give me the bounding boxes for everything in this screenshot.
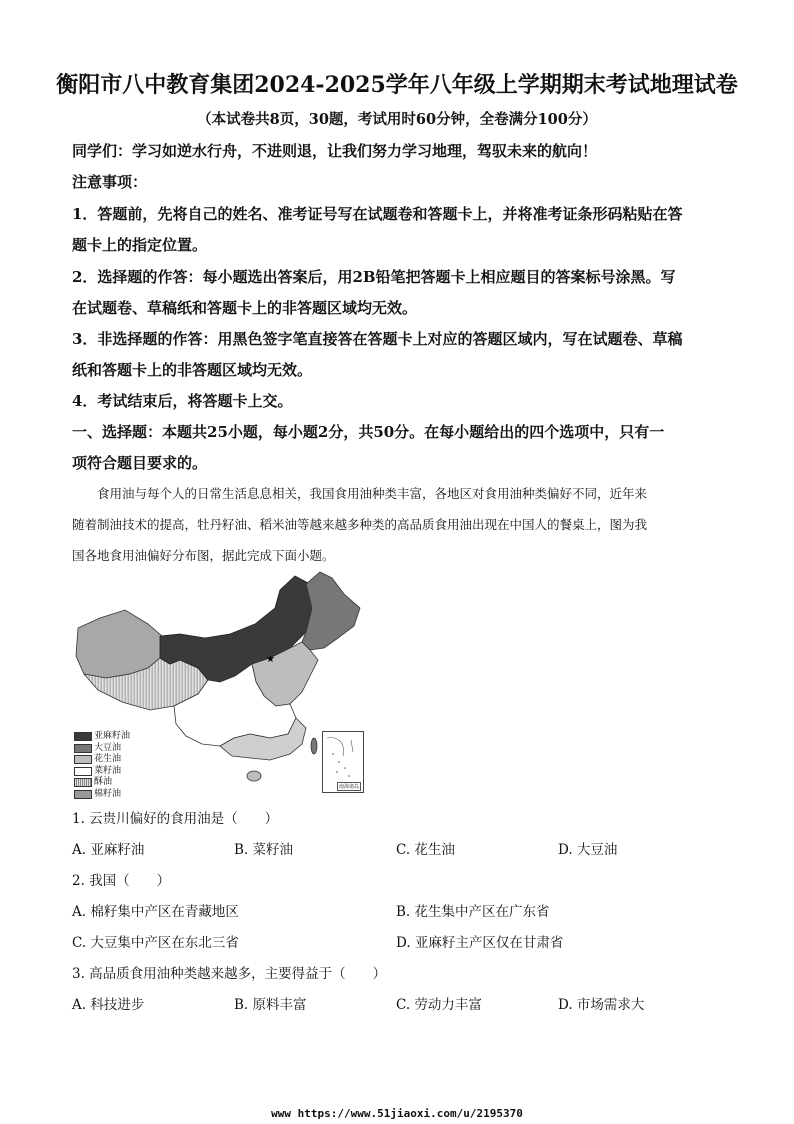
passage-line: 食用油与每个人的日常生活息息相关，我国食用油种类丰富，各地区对食用油种类偏好不同，近年来 bbox=[72, 486, 648, 501]
legend-swatch bbox=[74, 744, 92, 753]
question-2-option-a[interactable]: A. 棉籽集中产区在青藏地区 bbox=[72, 904, 239, 920]
notice-line: 4．考试结束后，将答题卡上交。 bbox=[72, 392, 293, 410]
question-3-option-a[interactable]: A. 科技进步 bbox=[72, 997, 145, 1013]
region-taiwan bbox=[311, 738, 317, 754]
legend-label: 花生油 bbox=[94, 754, 122, 765]
legend-label: 酥油 bbox=[94, 777, 113, 788]
legend-item bbox=[74, 743, 130, 755]
question-3-stem: 3. 高品质食用油种类越来越多，主要得益于（ ） bbox=[72, 966, 387, 982]
legend-item bbox=[74, 754, 130, 766]
page-subtitle: （本试卷共8页，30题，考试用时60分钟，全卷满分100分） bbox=[197, 111, 597, 128]
question-1-stem: 1. 云贵川偏好的食用油是（ ） bbox=[72, 811, 279, 827]
inset-label: 南海诸岛 bbox=[338, 784, 359, 790]
footer-url: www https://www.51jiaoxi.com/u/2195370 bbox=[271, 1107, 523, 1120]
section-heading-cont: 项符合题目要求的。 bbox=[72, 454, 208, 472]
legend-label: 棉籽油 bbox=[94, 788, 122, 799]
legend-item bbox=[74, 777, 130, 789]
question-1-option-b[interactable]: B. 菜籽油 bbox=[234, 842, 294, 858]
notice-line: 3．非选择题的作答：用黑色签字笔直接答在答题卡上对应的答题区域内，写在试题卷、草稿 bbox=[72, 330, 683, 348]
south-china-sea-inset bbox=[322, 731, 364, 793]
notice-line: 题卡上的指定位置。 bbox=[72, 236, 208, 254]
notice-heading: 注意事项： bbox=[72, 173, 148, 191]
question-2-option-d[interactable]: D. 亚麻籽主产区仅在甘肃省 bbox=[396, 935, 564, 951]
region-hainan bbox=[247, 771, 261, 781]
legend-item bbox=[74, 731, 130, 743]
legend-label: 亚麻籽油 bbox=[94, 731, 131, 742]
page-title: 衡阳市八中教育集团2024-2025学年八年级上学期期末考试地理试卷 bbox=[56, 72, 738, 98]
question-2-option-b[interactable]: B. 花生集中产区在广东省 bbox=[396, 904, 550, 920]
question-1-option-d[interactable]: D. 大豆油 bbox=[558, 842, 618, 858]
greeting: 同学们：学习如逆水行舟，不进则退，让我们努力学习地理，驾驭未来的航向！ bbox=[72, 142, 598, 160]
question-3-option-c[interactable]: C. 劳动力丰富 bbox=[396, 997, 482, 1013]
legend-swatch bbox=[74, 732, 92, 741]
notice-line: 纸和答题卡上的非答题区域均无效。 bbox=[72, 361, 313, 379]
map-legend bbox=[74, 731, 130, 800]
legend-item bbox=[74, 789, 130, 801]
section-heading: 一、选择题：本题共25小题，每小题2分，共50分。在每小题给出的四个选项中，只有一 bbox=[72, 423, 665, 441]
passage-line: 随着制油技术的提高，牡丹籽油、稻米油等越来越多种类的高品质食用油出现在中国人的餐桌上，图为我 bbox=[72, 517, 648, 532]
question-2-option-c[interactable]: C. 大豆集中产区在东北三省 bbox=[72, 935, 239, 951]
legend-label: 大豆油 bbox=[94, 742, 122, 753]
legend-label: 菜籽油 bbox=[94, 765, 122, 776]
notice-line: 在试题卷、草稿纸和答题卡上的非答题区域均无效。 bbox=[72, 299, 418, 317]
question-2-stem: 2. 我国（ ） bbox=[72, 873, 171, 889]
question-3-option-b[interactable]: B. 原料丰富 bbox=[234, 997, 307, 1013]
legend-swatch bbox=[74, 790, 92, 799]
capital-star-icon: ★ bbox=[266, 654, 275, 665]
notice-line: 1．答题前，先将自己的姓名、准考证号写在试题卷和答题卡上，并将准考证条形码粘贴在答 bbox=[72, 205, 683, 223]
legend-swatch bbox=[74, 755, 92, 764]
passage-line: 国各地食用油偏好分布图，据此完成下面小题。 bbox=[72, 548, 335, 563]
question-3-option-d[interactable]: D. 市场需求大 bbox=[558, 997, 645, 1013]
legend-swatch bbox=[74, 778, 92, 787]
question-1-option-a[interactable]: A. 亚麻籽油 bbox=[72, 842, 145, 858]
question-1-option-c[interactable]: C. 花生油 bbox=[396, 842, 455, 858]
legend-swatch bbox=[74, 767, 92, 776]
notice-line: 2．选择题的作答：每小题选出答案后，用2B铅笔把答题卡上相应题目的答案标号涂黑。写 bbox=[72, 268, 676, 286]
legend-item bbox=[74, 766, 130, 778]
